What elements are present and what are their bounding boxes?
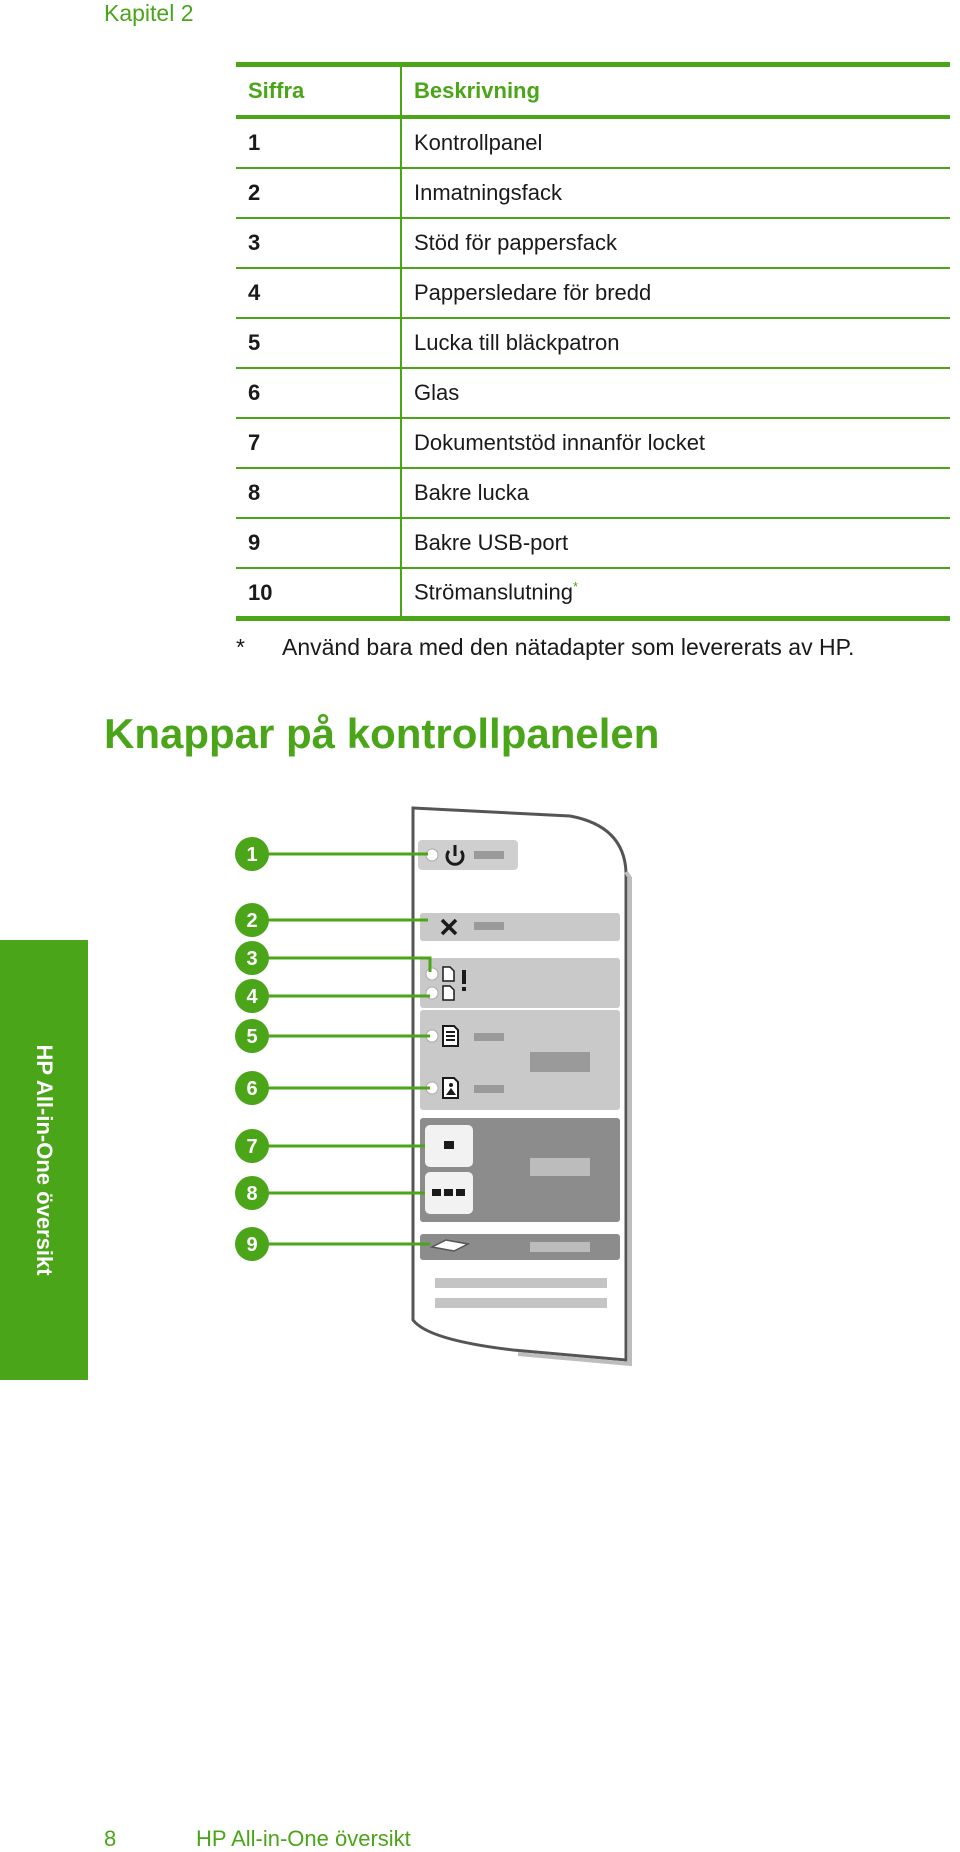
row-description-text: Dokumentstöd innanför locket (414, 430, 706, 455)
power-label-bar (474, 851, 504, 859)
row-number: 7 (248, 430, 261, 455)
section-title: Knappar på kontrollpanelen (104, 710, 660, 757)
row-number: 6 (248, 380, 261, 405)
callout-number: 9 (246, 1234, 258, 1256)
footnote-mark: * (236, 634, 245, 660)
callout-number: 4 (246, 986, 258, 1008)
dots-icon (432, 1189, 465, 1196)
callout-number: 1 (246, 844, 258, 866)
callout-number: 3 (246, 948, 258, 970)
row-description-text: Kontrollpanel (414, 130, 543, 155)
row-description-text: Glas (414, 380, 460, 405)
chapter-label: Kapitel 2 (104, 0, 194, 26)
row-number: 9 (248, 530, 261, 555)
photo-copy-label-bar (474, 1085, 504, 1093)
row-description-text: Stöd för pappersfack (414, 230, 618, 255)
callout-number: 2 (246, 910, 258, 932)
header-number: Siffra (248, 78, 305, 103)
row-description-text: Lucka till bläckpatron (414, 330, 620, 355)
copy-display (530, 1052, 590, 1072)
scan-label-bar (530, 1242, 590, 1252)
row-description-text: Inmatningsfack (414, 180, 562, 205)
paper-icon (443, 967, 454, 981)
header-description: Beskrivning (414, 78, 540, 103)
callout-number: 7 (246, 1136, 258, 1158)
row-description-text: Bakre USB-port (414, 530, 569, 555)
cancel-label-bar (474, 922, 504, 930)
footnote-text: Använd bara med den nätadapter som levererats av HP. (282, 634, 855, 660)
stop-icon (444, 1141, 454, 1149)
row-number: 3 (248, 230, 261, 255)
callout-lines (252, 854, 430, 1244)
callout-number: 6 (246, 1078, 258, 1100)
row-number: 2 (248, 180, 261, 205)
callout-number: 8 (246, 1183, 258, 1205)
row-number: 1 (248, 130, 261, 155)
paper-error-icon (443, 986, 454, 1000)
row-number: 5 (248, 330, 261, 355)
callout-number: 5 (246, 1026, 258, 1048)
exclamation-icon (462, 970, 466, 991)
panel-line-1 (435, 1278, 607, 1288)
row-description-text: Strömanslutning (414, 579, 573, 605)
row-number: 8 (248, 480, 261, 505)
row-description-text: Bakre lucka (414, 480, 529, 505)
panel-line-2 (435, 1298, 607, 1308)
row-note-mark: * (572, 579, 579, 595)
row-number: 10 (248, 579, 273, 605)
document-copy-label-bar (474, 1033, 504, 1041)
row-description-text: Pappersledare för bredd (414, 280, 652, 305)
paper-led (426, 968, 438, 980)
side-tab-label: HP All-in-One översikt (32, 1044, 57, 1276)
page-number: 8 (104, 1826, 117, 1851)
callout-circles (235, 837, 269, 1261)
row-number: 4 (248, 280, 261, 305)
document-copy-icon (443, 1026, 458, 1046)
footer-title: HP All-in-One översikt (196, 1826, 411, 1851)
start-display (530, 1158, 590, 1176)
